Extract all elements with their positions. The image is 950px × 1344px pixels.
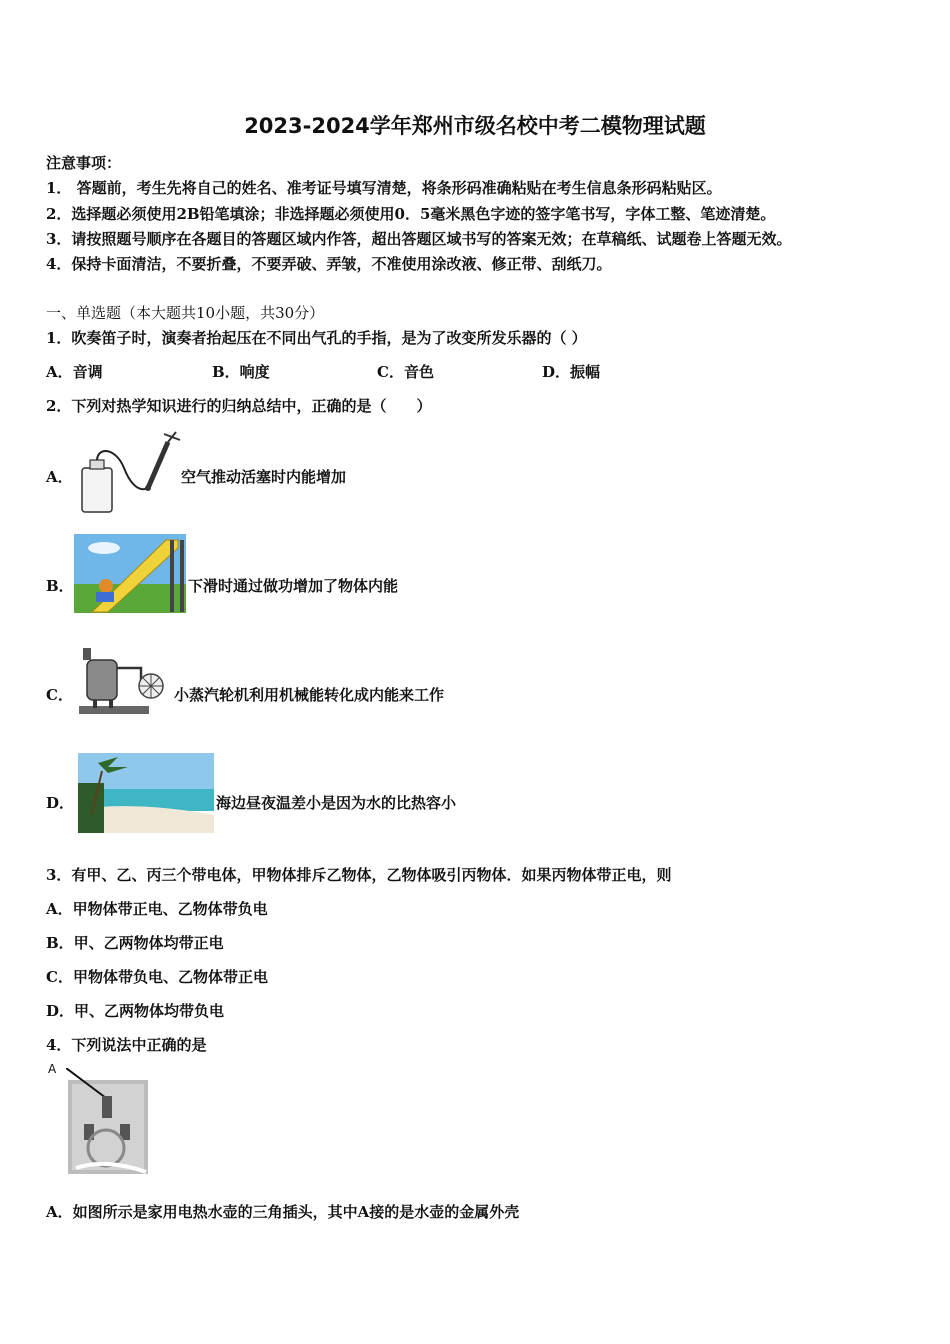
notice-item: 1． 答题前，考生先将自己的姓名、准考证号填写清楚，将条形码准确粘贴在考生信息条形码粘贴区。	[46, 179, 722, 197]
question-3-option-a: A．甲物体带正电、乙物体带负电	[46, 900, 268, 918]
question-1-stem: 1．吹奏笛子时，演奏者抬起压在不同出气孔的手指，是为了改变所发乐器的（ ）	[46, 329, 587, 347]
notice-item: 2．选择题必须使用2B铅笔填涂；非选择题必须使用0．5毫米黑色字迹的签字笔书写，字体工整、笔迹清楚。	[46, 205, 776, 223]
slide-figure	[74, 534, 186, 613]
page-title: 2023-2024学年郑州市级名校中考二模物理试题	[244, 114, 706, 138]
notice-item: 4．保持卡面清洁，不要折叠，不要弄破、弄皱，不准使用涂改液、修正带、刮纸刀。	[46, 255, 612, 273]
question-2-option-b-text: 下滑时通过做功增加了物体内能	[188, 577, 399, 595]
question-4-option-a: A．如图所示是家用电热水壶的三角插头，其中A接的是水壶的金属外壳	[46, 1203, 520, 1221]
pump-bottle-figure	[76, 428, 182, 514]
question-2-option-d-label: D．	[46, 794, 75, 812]
question-3-option-c: C．甲物体带负电、乙物体带正电	[46, 968, 268, 986]
question-4-stem: 4．下列说法中正确的是	[46, 1036, 207, 1054]
question-1-option-b: B．响度	[212, 363, 270, 381]
question-1-option-c: C．音色	[377, 363, 434, 381]
beach-figure	[78, 753, 214, 833]
question-2-option-c-label: C．	[46, 686, 73, 704]
question-3-option-d: D．甲、乙两物体均带负电	[46, 1002, 225, 1020]
notice-item: 3．请按照题号顺序在各题目的答题区域内作答，超出答题区域书写的答案无效；在草稿纸、试题卷上答题无效。	[46, 230, 792, 248]
three-pin-plug-figure	[66, 1068, 150, 1176]
question-2-option-a-label: A．	[46, 468, 73, 486]
steam-turbine-figure	[75, 644, 173, 719]
question-3-option-b: B．甲、乙两物体均带正电	[46, 934, 224, 952]
question-1-option-a: A．音调	[46, 363, 103, 381]
question-2-stem: 2．下列对热学知识进行的归纳总结中，正确的是（ ）	[46, 397, 432, 415]
question-2-option-a-text: 空气推动活塞时内能增加	[181, 468, 347, 486]
plug-figure-label: A	[48, 1062, 57, 1076]
section-heading: 一、单选题（本大题共10小题，共30分）	[46, 304, 325, 322]
question-1-option-d: D．振幅	[542, 363, 601, 381]
notice-heading: 注意事项：	[46, 154, 122, 172]
question-2-option-d-text: 海边昼夜温差小是因为水的比热容小	[216, 794, 457, 812]
question-3-stem: 3．有甲、乙、丙三个带电体，甲物体排斥乙物体，乙物体吸引丙物体．如果丙物体带正电，则	[46, 866, 672, 884]
question-2-option-b-label: B．	[46, 577, 74, 595]
question-2-option-c-text: 小蒸汽轮机利用机械能转化成内能来工作	[174, 686, 445, 704]
